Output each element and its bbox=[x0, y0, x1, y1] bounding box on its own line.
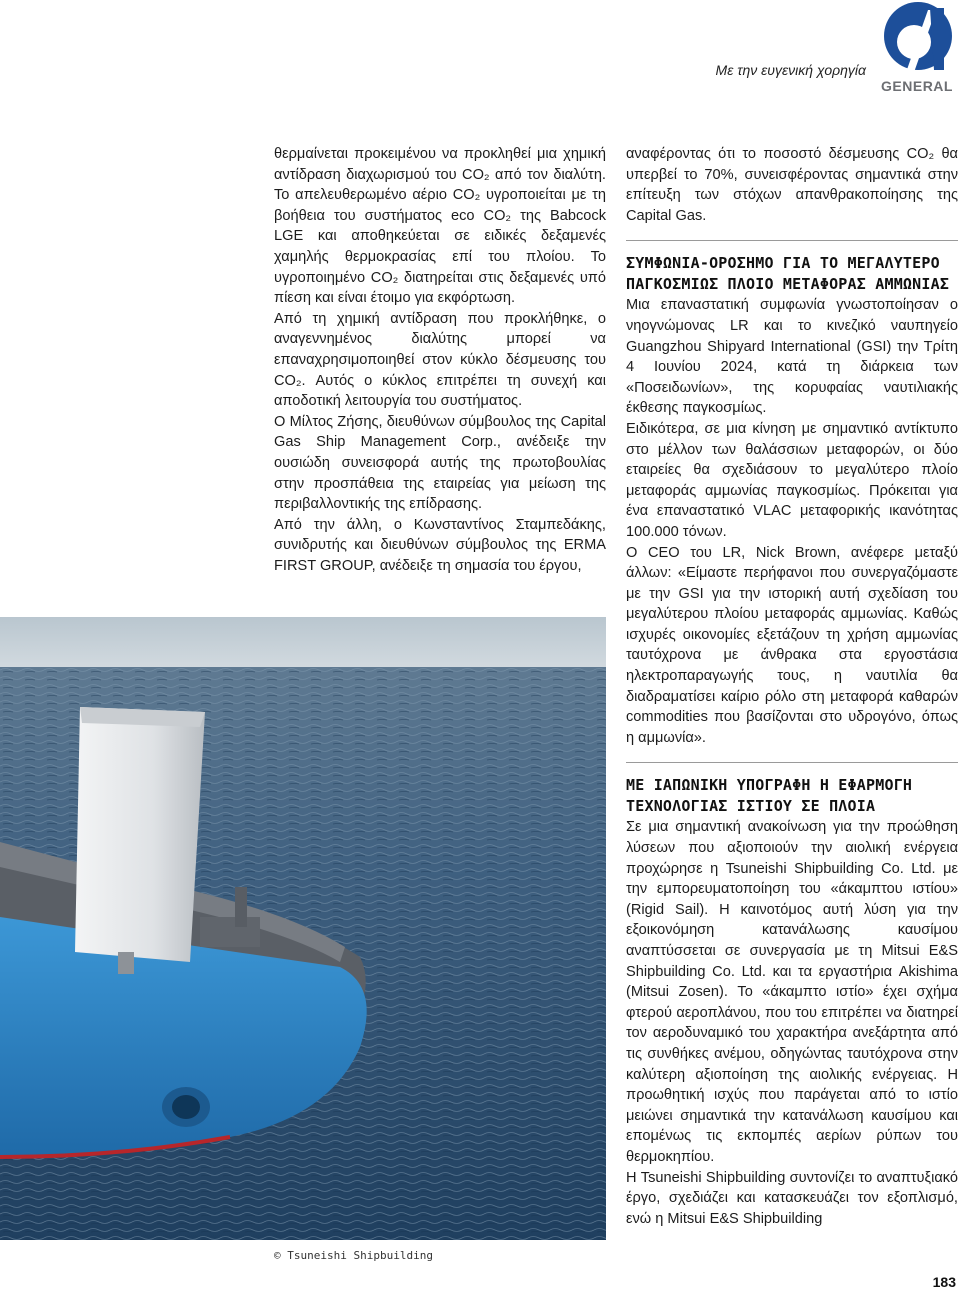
paragraph: Η Tsuneishi Shipbuilding συντονίζει το αναπτυξιακό έργο, σχεδιάζει και κατασκευάζει τον εξοπλισμό, ενώ η Mitsui E&S Shipbuilding bbox=[626, 1169, 958, 1227]
paragraph: θερμαίνεται προκειμένου να προκληθεί μια χημική αντίδραση διαχωρισμού του CO₂ από τον διαλύτη. Το απελευθερωμένο αέριο CO₂ υγροποιείται με τη βοήθεια του συστήματος eco CO₂ της Babcock LGE και αποθηκεύεται σε ειδικές δεξαμενές χαμηλής θερμοκρασίας επί του πλοίου. Το υγροποιημένο CO₂ διατηρείται στις δεξαμενές υπό πίεση και είναι έτοιμο για εκφόρτωση. bbox=[274, 146, 606, 307]
section-heading: ΜΕ ΙΑΠΩΝΙΚΗ ΥΠΟΓΡΑΦΗ Η ΕΦΑΡΜΟΓΗ ΤΕΧΝΟΛΟΓΙΑΣ ΙΣΤΙΟΥ ΣΕ ΠΛΟΙΑ bbox=[626, 776, 913, 816]
paragraph: Ειδικότερα, σε μια κίνηση με σημαντικό αντίκτυπο στο μέλλον των θαλάσσιων μεταφορών, οι δύο εταιρείες θα σχεδιάσουν το μεγαλύτερο πλοίο μεταφοράς αμμωνίας παγκοσμίως. Πρόκειται για ένα επαναστατικό VLAC μεταφορικής ικανότητας 100.000 τόνων. bbox=[626, 420, 958, 540]
article-column-right bbox=[626, 144, 958, 1229]
section-divider bbox=[626, 762, 958, 763]
photo-caption: © Tsuneishi Shipbuilding bbox=[274, 1249, 433, 1262]
paragraph: Από την άλλη, ο Κωνσταντίνος Σταμπεδάκης, συνιδρυτής και διευθύνων σύμβουλος της ERMA FIRST GROUP, ανέδειξε τη σημασία του έργου, bbox=[274, 516, 606, 574]
article-column-left bbox=[274, 144, 606, 576]
paragraph: Σε μια σημαντική ανακοίνωση για την προώθηση λύσεων που αξιοποιούν την αιολική ενέργεια προχώρησε η Tsuneishi Shipbuilding Co. Ltd. με την εμπορευματοποίηση του «άκαμπτου ιστίου» (Rigid Sail). Η καινοτόμος αυτή λύση για την εξοικονόμηση κατανάλωσης καυσίμου αναπτύσσεται σε συνεργασία με τη Mitsui E&S Shipbuilding Co. Ltd. και τα εργαστήρια Akishima (Mitsui Zosen). Το «άκαμπτο ιστίο» έχει σχήμα φτερού αεροπλάνου, που του επιτρέπει να διατηρεί τον αεροδυναμικό του χαρακτήρα ανεξάρτητα από τις συνθήκες ανέμου, οδηγώντας ταυτόχρονα στην καλύτερη αξιοποίηση της αιολικής ενέργειας. Η προωθητική ισχύς που παράγεται από το ιστίο μειώνει σημαντικά την κατανάλωση καυσίμου και επομένως τις εκπομπές αερίων ρύπων του θερμοκηπίου. bbox=[626, 819, 958, 1165]
section-divider bbox=[626, 240, 958, 241]
section-heading: ΣΥΜΦΩΝΙΑ-ΟΡΟΣΗΜΟ ΓΙΑ ΤΟ ΜΕΓΑΛΥΤΕΡΟ ΠΑΓΚΟΣΜΙΩΣ ΠΛΟΙΟ ΜΕΤΑΦΟΡΑΣ ΑΜΜΩΝΙΑΣ bbox=[626, 254, 950, 294]
page-number: 183 bbox=[932, 1274, 956, 1290]
paragraph: αναφέροντας ότι το ποσοστό δέσμευσης CO₂ θα υπερβεί το 70%, συνεισφέροντας σημαντικά στην επίτευξη των στόχων απανθρακοποίησης της Capital Gas. bbox=[626, 146, 958, 224]
general-logo bbox=[878, 0, 956, 96]
ship-rigid-sail-photo bbox=[0, 617, 606, 1240]
paragraph: Ο Μίλτος Ζήσης, διευθύνων σύμβουλος της Capital Gas Ship Management Corp., ανέδειξε την ουσιώδη συνεισφορά αυτής της πρωτοβουλίας στην προσπάθεια της εταιρείας για μείωση της περιβαλλοντικής της επίδρασης. bbox=[274, 413, 606, 513]
logo-wordmark: GENERAL bbox=[881, 78, 953, 94]
sponsor-text: Με την ευγενική χορηγία bbox=[715, 62, 866, 78]
paragraph: Από τη χημική αντίδραση που προκλήθηκε, ο αναγεννημένος διαλύτης μπορεί να επαναχρησιμοποιηθεί στον κύκλο δέσμευσης του CO₂. Αυτός ο κύκλος επιτρέπει τη συνεχή και αποδοτική λειτουργία του συστήματος. bbox=[274, 310, 606, 410]
paragraph: Ο CEO του LR, Nick Brown, ανέφερε μεταξύ άλλων: «Είμαστε περήφανοι που συνεργαζόμαστε με την GSI για την ιστορική αυτή σχεδίαση του μεγαλύτερου πλοίου μεταφοράς αμμωνίας. Καθώς ισχυρές οικονομίες εξετάζουν τη χρήση αμμωνίας ταυτόχρονα με άνθρακα στα εργοστάσια ηλεκτροπαραγωγής τους, η ναυτιλία θα διαδραματίσει καίριο ρόλο στη μεταφορά καθαρών commodities που βασίζονται στο υδρογόνο, όπως η αμμωνία». bbox=[626, 544, 958, 746]
paragraph: Μια επαναστατική συμφωνία γνωστοποίησαν ο νηογνώμονας LR και το κινεζικό ναυπηγείο Guangzhou Shipyard International (GSI) την Τρίτη 4 Ιουνίου 2024, κατά τη διάρκεια των «Ποσειδωνίων», της κορυφαίας ναυτιλιακής έκθεσης παγκοσμίως. bbox=[626, 297, 958, 417]
